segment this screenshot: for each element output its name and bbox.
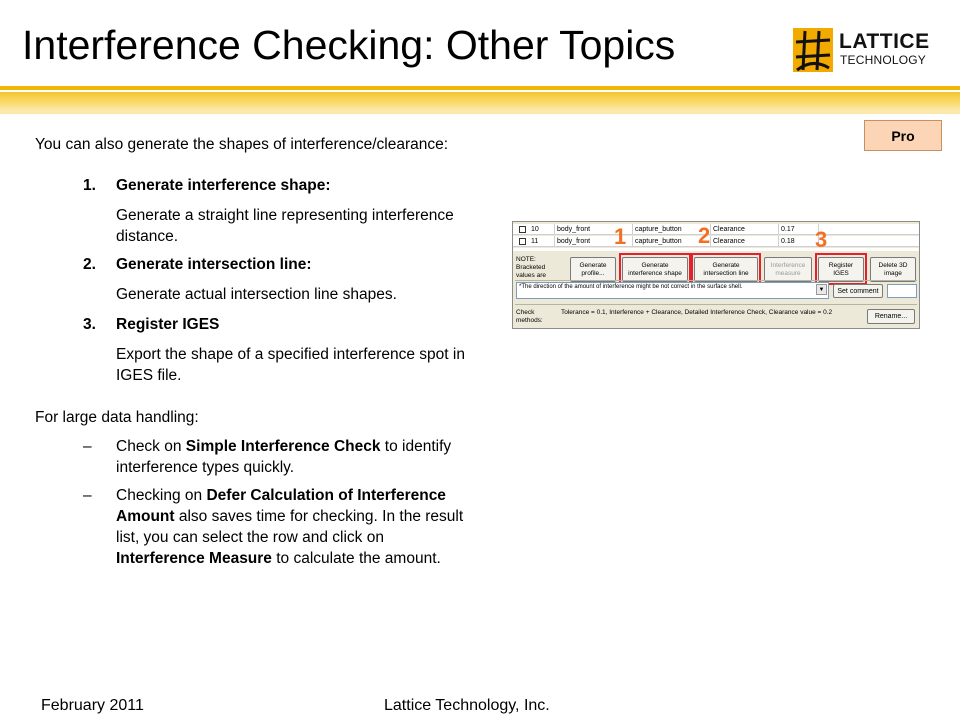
set-comment-button[interactable]: Set comment xyxy=(833,284,883,298)
row-value: 0.17 xyxy=(779,224,819,235)
item-description: Export the shape of a specified interference spot in IGES file. xyxy=(116,346,465,384)
dash-bullet: – xyxy=(83,487,92,504)
row-part2: capture_button xyxy=(633,224,711,235)
pro-badge: Pro xyxy=(864,120,942,151)
header-stripe-bottom xyxy=(0,110,960,114)
item-description: Generate actual intersection line shapes. xyxy=(116,286,397,303)
row-part2: capture_button xyxy=(633,236,711,247)
bullet-bold-text: Defer Calculation of Interference Amount xyxy=(116,487,446,525)
list-item xyxy=(35,436,475,478)
comment-field[interactable] xyxy=(887,284,917,298)
row-type: Clearance xyxy=(711,236,779,247)
generate-profile-button[interactable]: Generate profile... xyxy=(570,257,616,282)
bullet-text: to calculate the amount. xyxy=(271,550,441,567)
row-type: Clearance xyxy=(711,224,779,235)
interference-measure-button[interactable]: Interference measure xyxy=(764,257,812,282)
item-description: Generate a straight line representing interference distance. xyxy=(116,207,454,245)
bullet-bold-text: Simple Interference Check xyxy=(185,438,381,455)
row-value: 0.18 xyxy=(779,236,819,247)
footer-date: February 2011 xyxy=(41,697,144,714)
item-heading: Register IGES xyxy=(116,316,220,333)
large-data-heading: For large data handling: xyxy=(35,409,199,426)
table-row xyxy=(513,224,919,235)
register-iges-button[interactable]: Register IGES xyxy=(818,257,864,282)
divider xyxy=(515,304,917,305)
footer-company: Lattice Technology, Inc. xyxy=(384,697,550,714)
generate-interference-shape-button[interactable]: Generate interference shape xyxy=(622,257,688,282)
combo-dropdown-arrow-icon[interactable]: ▼ xyxy=(816,284,827,295)
delete-3d-image-button[interactable]: Delete 3D image xyxy=(870,257,916,282)
callout-number-3: 3 xyxy=(815,227,828,252)
slide-body xyxy=(35,134,475,569)
comment-combobox[interactable]: *The direction of the amount of interference might be not correct in the surface shell. xyxy=(516,282,829,299)
divider xyxy=(515,280,917,281)
item-heading: Generate intersection line: xyxy=(116,256,312,273)
row-id: 11 xyxy=(529,236,555,247)
row-id: 10 xyxy=(529,224,555,235)
row-checkbox[interactable] xyxy=(519,226,526,233)
row-part: body_front xyxy=(555,236,633,247)
slide-title: Interference Checking: Other Topics xyxy=(22,22,676,68)
row-checkbox[interactable] xyxy=(519,238,526,245)
bullet-text: also saves time for checking. In the result list, you can select the row and click on xyxy=(116,508,464,546)
table-row-partial xyxy=(513,248,919,251)
row-part: body_front xyxy=(555,224,633,235)
bullet-text: Check on xyxy=(116,438,186,455)
callout-number-2: 2 xyxy=(698,223,711,248)
interference-dialog-screenshot xyxy=(512,221,920,329)
header-stripe-band xyxy=(0,92,960,110)
item-number: 2. xyxy=(83,256,96,273)
check-methods-label: Check methods: xyxy=(516,309,543,324)
list-item xyxy=(35,175,475,196)
list-item xyxy=(35,254,475,275)
bullet-text: Checking on xyxy=(116,487,207,504)
bullet-bold-text: Interference Measure xyxy=(116,550,272,567)
logo-subtitle: TECHNOLOGY xyxy=(840,53,927,67)
intro-text: You can also generate the shapes of interference/clearance: xyxy=(35,136,449,153)
item-number: 1. xyxy=(83,177,96,194)
header-stripe-top xyxy=(0,86,960,90)
item-heading: Generate interference shape: xyxy=(116,177,331,194)
table-row xyxy=(513,236,919,247)
generate-intersection-line-button[interactable]: Generate intersection line xyxy=(694,257,758,282)
bullet-text: to identify interference types quickly. xyxy=(116,438,452,476)
logo-name: LATTICE xyxy=(839,30,930,53)
callout-number-1: 1 xyxy=(614,224,627,249)
company-logo xyxy=(793,26,933,74)
list-item xyxy=(35,485,475,569)
lattice-grid-logo-icon xyxy=(793,28,833,72)
list-item xyxy=(35,314,475,335)
check-methods-value: Tolerance = 0.1, Interference + Clearance, Detailed Interference Check, Clearance value = 0.2 xyxy=(561,309,833,316)
dash-bullet: – xyxy=(83,438,92,455)
item-number: 3. xyxy=(83,316,96,333)
note-text: NOTE: Bracketed values are xyxy=(516,256,546,279)
rename-button[interactable]: Rename... xyxy=(867,309,915,324)
